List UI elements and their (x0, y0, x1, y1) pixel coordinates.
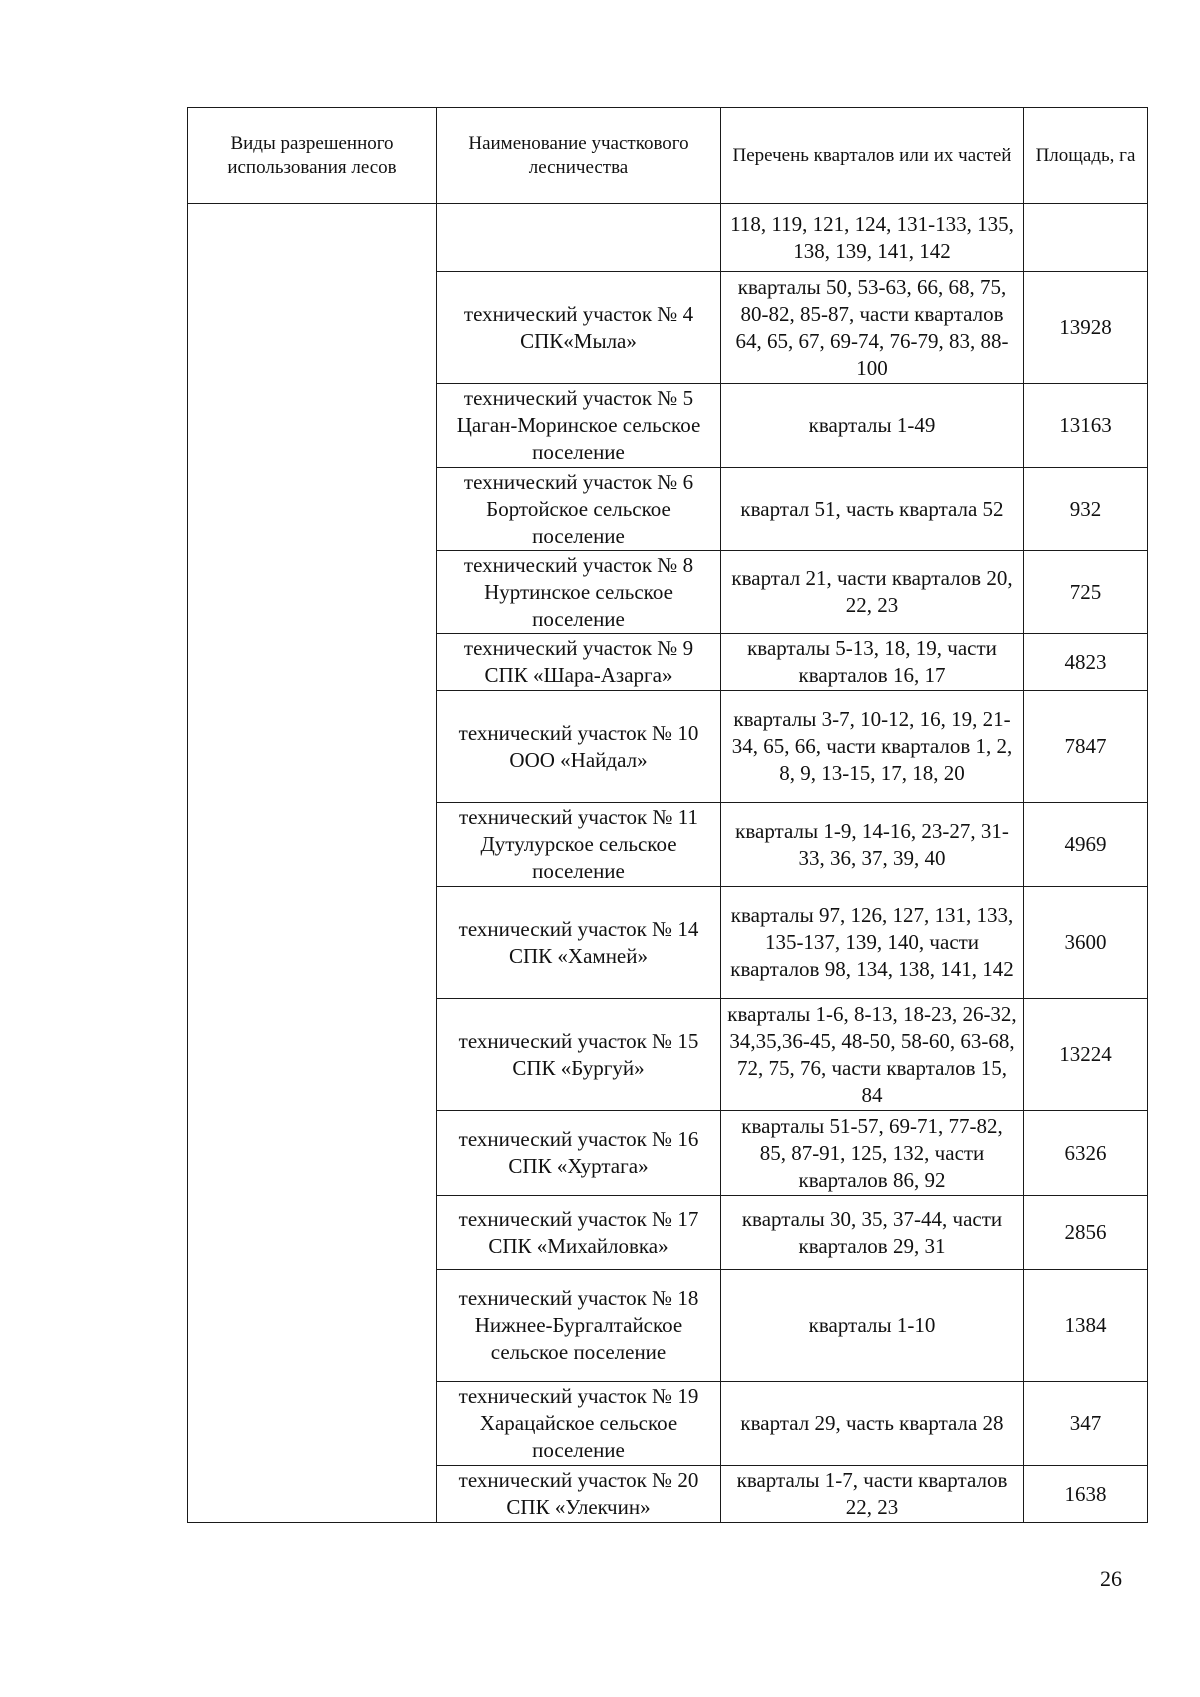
quarters-cell: кварталы 5-13, 18, 19, части кварталов 16, 17 (721, 634, 1024, 691)
forestry-name-cell: технический участок № 14 СПК «Хамней» (437, 887, 721, 999)
area-cell: 1638 (1024, 1466, 1148, 1523)
forestry-name-cell: технический участок № 10 ООО «Найдал» (437, 691, 721, 803)
quarters-cell: кварталы 1-9, 14-16, 23-27, 31-33, 36, 37, 39, 40 (721, 803, 1024, 887)
page-number: 26 (1100, 1566, 1122, 1591)
forestry-name-cell: технический участок № 6 Бортойское сельское поселение (437, 468, 721, 551)
forestry-name-cell: технический участок № 20 СПК «Улекчин» (437, 1466, 721, 1523)
forestry-name-cell: технический участок № 17 СПК «Михайловка» (437, 1196, 721, 1270)
area-cell: 932 (1024, 468, 1148, 551)
area-cell: 4823 (1024, 634, 1148, 691)
area-cell: 13928 (1024, 272, 1148, 384)
area-cell: 1384 (1024, 1270, 1148, 1382)
header-use-type: Виды разрешенного использования лесов (188, 108, 437, 204)
forestry-name-cell: технический участок № 8 Нуртинское сельское поселение (437, 551, 721, 634)
area-cell: 3600 (1024, 887, 1148, 999)
quarters-cell: кварталы 1-49 (721, 384, 1024, 468)
quarters-cell: кварталы 50, 53-63, 66, 68, 75, 80-82, 85-87, части кварталов 64, 65, 67, 69-74, 76-79, 83, 88-100 (721, 272, 1024, 384)
area-cell: 13224 (1024, 999, 1148, 1111)
forestry-name-cell (437, 204, 721, 272)
header-quarters-list: Перечень кварталов или их частей (721, 108, 1024, 204)
quarters-cell: кварталы 3-7, 10-12, 16, 19, 21-34, 65, 66, части кварталов 1, 2, 8, 9, 13-15, 17, 18, 20 (721, 691, 1024, 803)
quarters-cell: квартал 51, часть квартала 52 (721, 468, 1024, 551)
area-cell: 2856 (1024, 1196, 1148, 1270)
area-cell: 725 (1024, 551, 1148, 634)
area-cell: 7847 (1024, 691, 1148, 803)
forestry-name-cell: технический участок № 18 Нижнее-Бургалтайское сельское поселение (437, 1270, 721, 1382)
quarters-cell: кварталы 1-6, 8-13, 18-23, 26-32, 34,35,36-45, 48-50, 58-60, 63-68, 72, 75, 76, части кварталов 15, 84 (721, 999, 1024, 1111)
quarters-cell: кварталы 1-7, части кварталов 22, 23 (721, 1466, 1024, 1523)
area-cell: 13163 (1024, 384, 1148, 468)
forestry-name-cell: технический участок № 16 СПК «Хуртага» (437, 1111, 721, 1196)
table-header-row (188, 108, 1148, 204)
quarters-cell: квартал 29, часть квартала 28 (721, 1382, 1024, 1466)
use-type-cell (188, 204, 437, 1523)
forestry-name-cell: технический участок № 15 СПК «Бургуй» (437, 999, 721, 1111)
forestry-name-cell: технический участок № 5 Цаган-Моринское сельское поселение (437, 384, 721, 468)
area-cell: 6326 (1024, 1111, 1148, 1196)
quarters-cell: кварталы 97, 126, 127, 131, 133, 135-137, 139, 140, части кварталов 98, 134, 138, 141, 142 (721, 887, 1024, 999)
forestry-name-cell: технический участок № 11 Дутулурское сельское поселение (437, 803, 721, 887)
header-forestry-name: Наименование участкового лесничества (437, 108, 721, 204)
forestry-name-cell: технический участок № 9 СПК «Шара-Азарга» (437, 634, 721, 691)
quarters-cell: квартал 21, части кварталов 20, 22, 23 (721, 551, 1024, 634)
forest-use-table (187, 107, 1148, 1523)
quarters-cell: кварталы 30, 35, 37-44, части кварталов 29, 31 (721, 1196, 1024, 1270)
area-cell: 4969 (1024, 803, 1148, 887)
quarters-cell: 118, 119, 121, 124, 131-133, 135, 138, 139, 141, 142 (721, 204, 1024, 272)
quarters-cell: кварталы 51-57, 69-71, 77-82, 85, 87-91, 125, 132, части кварталов 86, 92 (721, 1111, 1024, 1196)
area-cell: 347 (1024, 1382, 1148, 1466)
forestry-name-cell: технический участок № 19 Харацайское сельское поселение (437, 1382, 721, 1466)
forestry-name-cell: технический участок № 4 СПК«Мыла» (437, 272, 721, 384)
header-area: Площадь, га (1024, 108, 1148, 204)
area-cell (1024, 204, 1148, 272)
quarters-cell: кварталы 1-10 (721, 1270, 1024, 1382)
table-row (188, 204, 1148, 272)
